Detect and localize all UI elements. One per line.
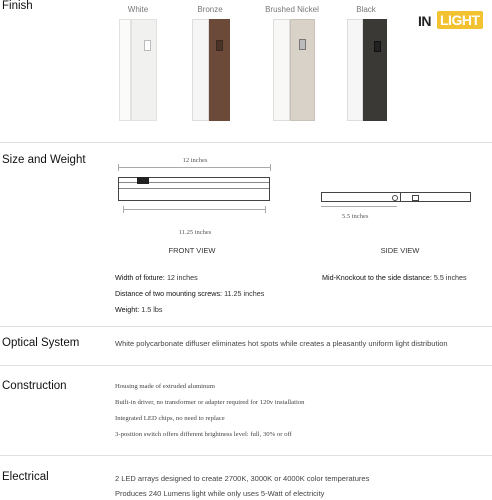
- construction-item: Integrated LED chips, no need to replace: [115, 415, 225, 422]
- fixture-white: [119, 19, 157, 121]
- optical-text: White polycarbonate diffuser eliminates hot spots while creates a pleasantly uniform light distribution: [115, 339, 448, 348]
- finish-label-brushed-nickel: Brushed Nickel: [265, 5, 319, 14]
- logo-text-light: LIGHT: [437, 11, 483, 29]
- switch-icon: [374, 41, 381, 52]
- divider: [0, 326, 492, 327]
- side-view-caption: SIDE VIEW: [380, 246, 420, 255]
- optical-title: Optical System: [2, 337, 80, 349]
- divider: [0, 365, 492, 366]
- side-fixture: [321, 192, 471, 202]
- switch-icon: [299, 39, 306, 50]
- construction-item: Housing made of extruded aluminum: [115, 383, 215, 390]
- front-dim-bottom: 11.25 inches: [178, 229, 212, 236]
- finish-label-white: White: [127, 5, 149, 14]
- electrical-item: 2 LED arrays designed to create 2700K, 3000K or 4000K color temperatures: [115, 474, 370, 483]
- construction-title: Construction: [2, 380, 67, 392]
- construction-item: 3-position switch offers different brightness level: full, 30% or off: [115, 431, 292, 438]
- construction-item: Built-in driver, no transformer or adapter required for 120v installation: [115, 399, 305, 406]
- front-fixture: [118, 177, 270, 201]
- spec-weight-label: Weight:: [115, 305, 140, 314]
- divider: [0, 455, 492, 456]
- electrical-title: Electrical: [2, 471, 49, 483]
- spec-knockout: [322, 273, 467, 282]
- side-view-drawing: [318, 186, 478, 226]
- switch-icon: [137, 177, 149, 184]
- spec-weight: [115, 305, 162, 314]
- divider: [0, 142, 492, 143]
- fixture-brushed-nickel: [273, 19, 315, 121]
- finish-label-bronze: Bronze: [197, 5, 223, 14]
- spec-width-value: 12 inches: [166, 273, 198, 282]
- switch-icon: [216, 40, 223, 51]
- spec-weight-value: 1.5 lbs: [141, 305, 163, 314]
- fixture-bronze: [192, 19, 230, 121]
- spec-width-label: Width of fixture:: [115, 273, 165, 282]
- switch-icon: [144, 40, 151, 51]
- spec-screws: [115, 289, 264, 298]
- inlight-logo: [418, 9, 480, 37]
- side-dim: 5.5 inches: [342, 213, 369, 220]
- spec-width: [115, 273, 198, 282]
- front-view-drawing: [115, 155, 275, 245]
- front-dim-top: 12 inches: [182, 157, 208, 164]
- front-view-caption: FRONT VIEW: [168, 246, 216, 255]
- spec-screws-value: 11.25 inches: [224, 289, 265, 298]
- spec-screws-label: Distance of two mounting screws:: [115, 289, 223, 298]
- finish-title: Finish: [2, 0, 33, 12]
- size-weight-title: Size and Weight: [2, 154, 86, 166]
- electrical-item: Produces 240 Lumens light while only uses 5-Watt of electricity: [115, 489, 325, 498]
- spec-knockout-label: Mid-Knockout to the side distance:: [322, 273, 432, 282]
- logo-text-in: IN: [418, 13, 431, 29]
- finish-label-black: Black: [356, 5, 376, 14]
- spec-knockout-value: 5.5 inches: [433, 273, 467, 282]
- fixture-black: [347, 19, 387, 121]
